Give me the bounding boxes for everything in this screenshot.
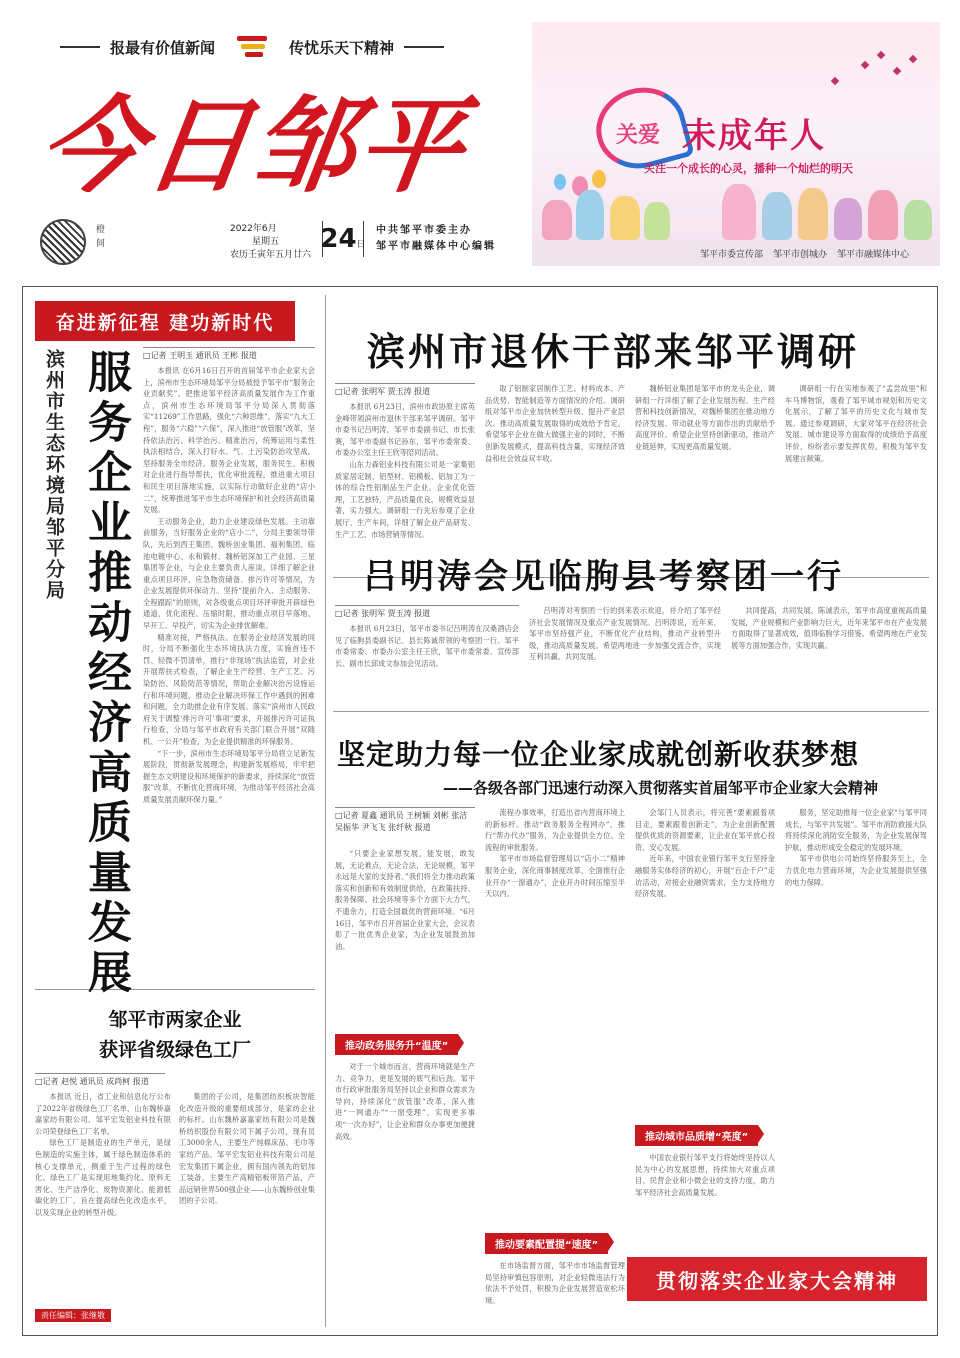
front-page-frame xyxy=(22,286,938,1336)
slogan-rule-left xyxy=(60,46,100,48)
qr-label: 橙 间 xyxy=(96,225,106,249)
paragraph: 邹平市市场监督管理局以“店小二”精神服务企业，深化商事制度改革，全面推行企业开办“一窗通办”，企业开办时间压缩至半天以内。 xyxy=(485,854,625,899)
paragraph: 调研组一行在实地参观了“孟尝故里”和车马博物馆，观看了邹平城市规划和历史文化展示，了解了邹平的历史文化与城市发展。通过参观调研，大家对邹平在经济社会发展、城市建设等方面取得的成绩给予高度评价，纷纷表示要发挥优势，积极为邹平发展建言献策。 xyxy=(785,384,927,463)
story3-text-col-3a xyxy=(635,807,775,1115)
bottom-slogan-banner: 贯彻落实企业家大会精神 xyxy=(627,1257,927,1301)
paragraph: 中国农业银行邹平支行将始终坚持以人民为中心的发展思想，持续加大对重点项目、民营企业和小微企业的支持力度，助力邹平经济社会高质量发展。 xyxy=(635,1153,775,1197)
story3-headline[interactable]: 坚定助力每一位企业家成就创新收获梦想 xyxy=(337,738,860,771)
section-label-factor-allocation: 推动要素配置提“速度” xyxy=(485,1233,608,1254)
paragraph: 王动服务企业，助力企业建设绿色发展。主动靠前服务，当好服务企业的“店小二”，分局主要领导带队，先后到西王集团、魏桥创业集团、福利集团、临池电镀中心、永和锻材、魏桥铝深加工产业园、三星集团等企业，与企业主要负责人座谈，详细了解企业重点项目环评、应急物资储备、排污许可等情况，为企业发展提供环保动力。坚持“提前介入、主动服务、全程跟踪”的原则，对各级重点项目环评审批开辟绿色通道，优化流程、压缩时限，推动重点项目早落地、早开工、早投产，切实为企业排忧解难。 xyxy=(143,516,315,631)
story3-text-col-4 xyxy=(785,807,927,1247)
paragraph: “下一步，滨州市生态环境局邹平分局将立足新发展阶段，贯彻新发展理念，构建新发展格局，牢牢把握生态文明建设和环境保护的新要求，持续深化“放管服”改革，不断优化营商环境，为推动邹平经济社会高质量发展贡献环保力量。” xyxy=(143,748,315,804)
section-banner-left: 奋进新征程 建功新时代 xyxy=(35,301,295,341)
paragraph: 流程办事效率，打造出省内营商环境上的新标杆。推动“政务服务全程网办”，推行“帮办代办”服务，为企业提供全方位、全流程的审批服务。 xyxy=(485,808,625,852)
factory-story-headline[interactable] xyxy=(35,1005,315,1065)
factory-story-byline: □记者 赵悦 通讯员 成尚柯 报道 xyxy=(35,1073,165,1088)
banner-credit: 邹平市融媒体中心 xyxy=(837,249,910,260)
paragraph: 服务，坚定助推每一位企业家“与邹平同成长，与邹平共发展”。邹平市消防救援大队将持续深化消防安全服务，为企业发展保驾护航，推动形成安全稳定的发展环境。 xyxy=(785,808,927,852)
story2-byline: □记者 张明军 贾玉涛 报道 xyxy=(335,605,519,620)
paragraph: 共同提高，共同发展。陈诚表示，邹平市高度重视高质量发展，产业规模和产业影响力巨大，近年来邹平市在产业发展方面取得了显著成效，值得临朐学习借鉴。希望两地在产业发展等方面加强合作，实现共赢。 xyxy=(731,606,927,650)
responsible-editor: 责任编辑：张继敬 xyxy=(35,1309,111,1322)
story1-text-col-3 xyxy=(635,383,775,569)
newspaper-title xyxy=(31,76,510,216)
factory-story-body xyxy=(35,1073,315,1315)
slogan-right: 传忧乐天下精神 xyxy=(289,38,395,57)
publisher-info xyxy=(376,223,496,255)
newspaper-logo-icon xyxy=(227,32,277,62)
story1-byline: □记者 张明军 贾玉涛 报道 xyxy=(335,383,475,398)
story3-text-col-1b xyxy=(335,1061,475,1317)
story2-body xyxy=(335,605,927,703)
left-story-text xyxy=(143,365,315,935)
banner-credit: 邹平市委宣传部 xyxy=(700,249,764,260)
banner-credit: 邹平市创城办 xyxy=(773,249,828,260)
slogan xyxy=(60,32,500,62)
newspaper-title-text: 今日邹平 xyxy=(31,85,473,207)
story3-body xyxy=(335,807,927,1317)
story1-body xyxy=(335,383,927,571)
kite-icon xyxy=(877,51,885,59)
slogan-rule-right xyxy=(404,46,444,48)
paragraph: 魏桥铝业集团是邹平市的龙头企业，调研组一行详细了解了企业发展历程、生产经营和科技创新情况，对魏桥集团在推动地方经济发展、带动就业等方面作出的贡献给予高度评价。希望企业坚持创新驱动，推动产业链延伸，实现更高质量发展。 xyxy=(635,384,775,451)
kite-icon xyxy=(831,77,839,85)
paragraph: 本报讯 在6月16日召开的首届邹平市企业家大会上，滨州市生态环境局邹平分局被授予邹平市“服务企业贡献奖”。把推进邹平经济高质量发展作为工作重点，滨州市生态环境局邹平分局深入贯彻落实“11269”工作思路，强化“六种思维”，落实“九大工程”，服务“六稳”“六保”，深入推进“放管服”改革，坚持依法治污、科学治污、精准治污，统筹运用与柔性执法相结合，深入打好水、气、土污染防治攻坚战，坚持服务全市经济，服务企业发展，服务民生，积极对企业进行指导帮扶，优化审批流程，推进重大项目和民生项目落地实施，以实际行动做好企业的“店小二”，统筹推进邹平市生态环境保护和社会经济高质量发展。 xyxy=(143,366,315,515)
story3-text-col-2a xyxy=(485,807,625,1227)
paragraph: 邹平市供电公司始终坚持服务至上，全力优化电力营商环境，为企业发展提供坚强的电力保障。 xyxy=(785,854,927,887)
paragraph: 集团的子公司，是集团纺织板块智能化改造升级的重要组成部分，是家纺企业的标杆。山东魏桥嘉嘉家纺有限公司是魏桥纺织股份有限公司下属子公司，现有员工3000余人，主要生产纯棉床品、毛巾等家纺产品。邹平宏发铝业科技有限公司是宏发集团下属企业，拥有国内领先的铝加工装备，主要生产高精铝板带箔产品，产品远销世界500强企业——山东魏桥创业集团的子公司。 xyxy=(179,1092,315,1206)
factory-text-col-2 xyxy=(179,1091,315,1315)
issue-lunar-date: 农历壬寅年五月廿六 xyxy=(230,250,312,260)
story2-text-col-1 xyxy=(335,623,519,703)
kite-icon xyxy=(861,61,869,69)
story1-text-col-1 xyxy=(335,401,475,571)
banner-pre-title: 关爱 xyxy=(616,123,661,148)
paragraph: 对于一个城市而言，营商环境就是生产力、竞争力，更是发展的底气和后劲。邹平市行政审批服务局坚持以企业和群众需求为导向，持续深化“放管服”改革，深入推进“一网通办”“一窗受理”，实现更多事项“一次办好”，让企业和群众办事更加便捷高效。 xyxy=(335,1062,475,1141)
story1-headline[interactable]: 滨州市退休干部来邹平调研 xyxy=(367,330,860,374)
story3-subhead: ——各级各部门迅速行动深入贯彻落实首届邹平市企业家大会精神 xyxy=(443,779,879,797)
banner-credits xyxy=(532,240,940,266)
paragraph: 精准对接，严格执法。在服务企业经济发展的同时，分局不断强化生态环境执法力度，实施首违不罚、轻微不罚清单，推行“非现场”执法监管，对企业开展帮扶式检查，了解企业生产经营、生产工艺、污染防治、风险防范等情况，帮助企业解决治污设施运行和环境问题，推动企业解决环保工作中遇到的困难和问题，全力助推企业有序发展。落实“滨州市人民政府关于调整‘排污许可’事项”要求，开展排污许可证执行检查，分局与邹平市政府有关部门联合开展“双随机、一公开”检查，为企业提供精准的环保服务。 xyxy=(143,632,315,746)
care-minors-banner xyxy=(532,22,940,266)
section-label-government-service: 推动政务服务升“温度” xyxy=(335,1034,458,1055)
factory-headline-line-2: 获评省级绿色工厂 xyxy=(98,1039,251,1061)
banner-subtitle: 关注一个成长的心灵，播种一个灿烂的明天 xyxy=(644,162,853,175)
paragraph: 会邹门人员表示，将完善“要素跟着项目走，要素跟着创新走”，为企业创新配置提供优质的资源要素，让企业在邹平放心投资、安心发展。 xyxy=(635,808,775,852)
issue-day: 24 xyxy=(320,224,357,254)
banner-title: 未成年人 xyxy=(682,116,826,156)
left-story-headline[interactable]: 服务企业推动经济高质量发展 xyxy=(80,349,131,999)
qr-code-icon[interactable] xyxy=(40,219,86,265)
issue-weekday: 星期五 xyxy=(252,237,280,247)
story1-text-col-4 xyxy=(785,383,927,569)
section-label-city-quality: 推动城市品质增“亮度” xyxy=(635,1125,758,1146)
story2-text-col-2 xyxy=(529,605,721,701)
paragraph: 本报讯 6月23日，滨州市政协原主席英金峰带领滨州市退休干部来邹平调研。邹平市委书记吕明涛，邹平市委副书记、市长张赛，邹平市委副书记孙东，邹平市委常委、市委办公室主任王欣等陪同活动。 xyxy=(335,402,475,458)
paragraph: 近年来，中国农业银行邹平支行坚持金融服务实体经济的初心，开展“百企千户”走访活动，对接企业融资需求，全力支持地方经济发展。 xyxy=(635,854,775,899)
paragraph: 本报讯 6月23日，邹平市委书记吕明涛在汉桑酒店会见了临朐县委副书记、县长陈诚带领的考察团一行。邹平市委常委、市委办公室主任王欣，邹平市委常委、宣传部长、副市长邱成文参加会见活动。 xyxy=(335,624,519,668)
story1-text-col-2 xyxy=(485,383,625,569)
slogan-left: 报最有价值新闻 xyxy=(110,38,216,57)
publisher-line-1: 中共邹平市委主办 xyxy=(376,225,472,236)
story3-text-col-1a xyxy=(335,848,475,1024)
paragraph: 本报讯 近日，省工业和信息化厅公布了2022年省级绿色工厂名单，山东魏桥嘉嘉家纺有限公司、邹平宏发铝业科技有限公司荣登绿色工厂名单。 xyxy=(35,1092,171,1136)
factory-text-col-1 xyxy=(35,1091,171,1315)
issue-date xyxy=(230,223,311,262)
story3-text-col-2b xyxy=(485,1260,625,1306)
story3-byline: □记者 夏鑫 通讯员 王树颖 刘彬 张洁 吴振华 尹飞飞 张纤秋 报道 xyxy=(335,807,475,845)
masthead xyxy=(20,14,940,276)
paragraph: “只要企业家想发展，能发展，敢发展，无论难点，无论合法，无论规模，邹平永远是大家的支持者。”我们将全力推动政策落实和创新和有效制度供给，在政策扶持、服务保障、社会环境等多个方面下大力气，不遗余力，打造全国最优的营商环境。“6月16日，邹平市召开首届企业家大会，会议表彰了一批优秀企业家，为企业发展鼓劲加油。 xyxy=(335,849,475,951)
section-divider xyxy=(333,711,929,712)
publisher-line-2: 邹平市融媒体中心编辑 xyxy=(376,241,496,252)
children-illustration xyxy=(532,170,940,240)
left-story-byline: □记者 王明玉 通讯员 王彬 报道 xyxy=(143,347,315,362)
issue-info-bar xyxy=(40,219,530,269)
kite-icon xyxy=(893,67,901,75)
paragraph: 山东力森铝业科技有限公司是一家集铝质家居定制、铝型材、铝模板、铝加工为一体的综合性铝制品生产企业。企业优化管理，工艺独特，产品质量优良，规模效益显著，实力强大。调研组一行先后参观了企业展厅、生产车间，详细了解企业产品研发、生产工艺、市场营销等情况。 xyxy=(335,459,475,539)
story2-headline[interactable]: 吕明涛会见临朐县考察团一行 xyxy=(363,557,844,597)
paragraph: 吕明涛对考察团一行的到来表示欢迎，并介绍了邹平经济社会发展情况及重点产业发展情况。吕明涛说，近年来，邹平市坚持强产业，不断优化产业结构，推动产业转型升级，推动高质量发展。希望两地进一步加强交流合作，实现互利共赢、共同发展。 xyxy=(529,606,721,662)
story2-text-col-3 xyxy=(731,605,927,701)
left-story-kicker: 滨州市生态环境局邹平分局 xyxy=(43,349,65,601)
issue-day-unit: 日 xyxy=(356,240,366,250)
kite-icon xyxy=(909,55,917,63)
paragraph: 绿色工厂是制造业的生产单元，是绿色制造的实施主体，属于绿色制造体系的核心支撑单元，侧重于生产过程的绿色化。绿色工厂是实现用地集约化、原料无害化、生产洁净化、废物资源化、能源低碳化的工厂，旨在提高绿色化改造水平，以及实现企业的转型升级。 xyxy=(35,1138,171,1217)
factory-headline-line-1: 邹平市两家企业 xyxy=(108,1009,242,1031)
left-story-body xyxy=(143,347,315,935)
paragraph: 在市场监督方面，邹平市市场监督管理局坚持审慎包容原则，对企业轻微违法行为依法不予处罚，积极为企业发展营造宽松环境。 xyxy=(485,1261,625,1305)
column-divider xyxy=(325,295,326,1327)
issue-month: 2022年6月 xyxy=(230,224,277,234)
issue-day-box xyxy=(322,221,364,257)
paragraph: 取了铝制家居制作工艺、材料成本、产品优势、智能制造等方面情况的介绍。调研组对邹平市企业加快转型升级、提升产业层次、推动高质量发展取得的成效给予肯定。希望邹平企业在做大做强主业的同时，不断创新发展模式，提高科技含量，实现经济效益和社会效益双丰收。 xyxy=(485,384,625,463)
